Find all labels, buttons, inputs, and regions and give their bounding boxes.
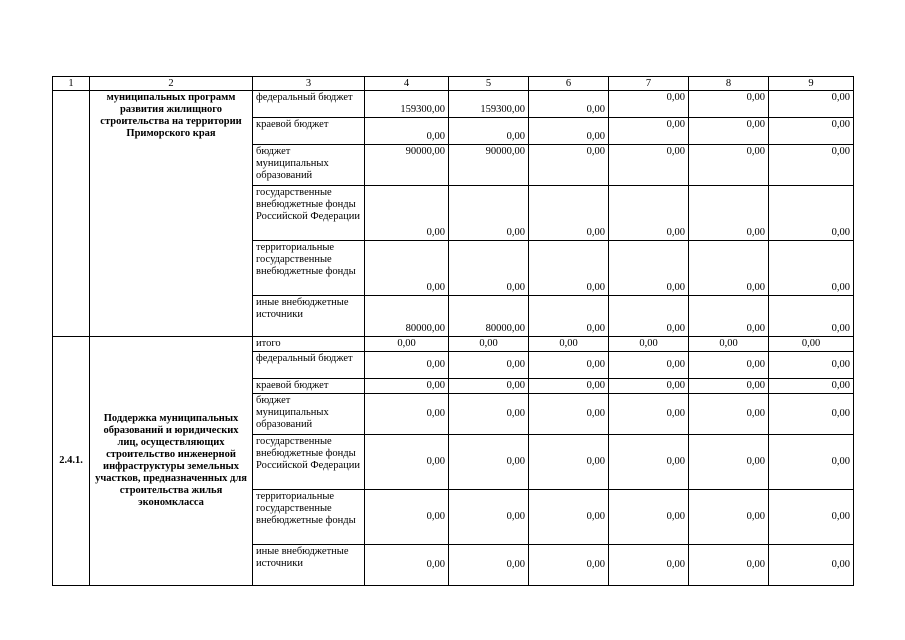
header-row bbox=[53, 77, 854, 91]
value-cell: 0,00 bbox=[365, 394, 449, 435]
header-cell: 6 bbox=[529, 77, 609, 91]
program-name: Поддержка муниципальных образований и юридических лиц, осуществляющих строительство инженерной инфраструктуры земельных участков, предназначенных для строительства жилья экономкласса bbox=[90, 337, 253, 586]
value-cell: 0,00 bbox=[529, 379, 609, 394]
value-cell: 80000,00 bbox=[365, 296, 449, 337]
value-cell: 0,00 bbox=[449, 490, 529, 545]
value-cell: 0,00 bbox=[609, 435, 689, 490]
value-cell: 0,00 bbox=[769, 118, 854, 145]
value-cell: 0,00 bbox=[769, 545, 854, 586]
item-code: 2.4.1. bbox=[53, 337, 90, 586]
value-cell: 0,00 bbox=[365, 118, 449, 145]
table-row bbox=[53, 91, 854, 118]
value-cell: 0,00 bbox=[769, 435, 854, 490]
value-cell: 0,00 bbox=[365, 379, 449, 394]
value-cell: 0,00 bbox=[689, 145, 769, 186]
value-cell: 0,00 bbox=[529, 435, 609, 490]
value-cell: 0,00 bbox=[529, 337, 609, 352]
value-cell: 0,00 bbox=[609, 241, 689, 296]
value-cell: 0,00 bbox=[769, 186, 854, 241]
value-cell: 0,00 bbox=[365, 186, 449, 241]
value-cell: 0,00 bbox=[365, 545, 449, 586]
value-cell: 0,00 bbox=[609, 490, 689, 545]
value-cell: 0,00 bbox=[529, 490, 609, 545]
source-cell: государственные внебюджетные фонды Российской Федерации bbox=[253, 435, 365, 490]
value-cell: 0,00 bbox=[529, 296, 609, 337]
value-cell: 159300,00 bbox=[449, 91, 529, 118]
value-cell: 0,00 bbox=[769, 394, 854, 435]
value-cell: 80000,00 bbox=[449, 296, 529, 337]
code-cell bbox=[53, 91, 90, 337]
value-cell: 0,00 bbox=[529, 118, 609, 145]
value-cell: 0,00 bbox=[689, 241, 769, 296]
value-cell: 0,00 bbox=[449, 379, 529, 394]
value-cell: 0,00 bbox=[529, 241, 609, 296]
table-row bbox=[53, 337, 854, 352]
header-cell: 9 bbox=[769, 77, 854, 91]
value-cell: 0,00 bbox=[769, 490, 854, 545]
header-cell: 8 bbox=[689, 77, 769, 91]
value-cell: 0,00 bbox=[529, 145, 609, 186]
value-cell: 0,00 bbox=[769, 379, 854, 394]
value-cell: 0,00 bbox=[449, 435, 529, 490]
value-cell: 0,00 bbox=[609, 545, 689, 586]
value-cell: 0,00 bbox=[689, 435, 769, 490]
value-cell: 0,00 bbox=[365, 352, 449, 379]
value-cell: 0,00 bbox=[609, 337, 689, 352]
source-cell: государственные внебюджетные фонды Российской Федерации bbox=[253, 186, 365, 241]
source-cell: краевой бюджет bbox=[253, 379, 365, 394]
source-cell: бюджет муниципальных образований bbox=[253, 145, 365, 186]
value-cell: 0,00 bbox=[449, 352, 529, 379]
value-cell: 0,00 bbox=[609, 352, 689, 379]
value-cell: 0,00 bbox=[529, 186, 609, 241]
value-cell: 0,00 bbox=[609, 296, 689, 337]
value-cell: 0,00 bbox=[365, 435, 449, 490]
value-cell: 0,00 bbox=[449, 394, 529, 435]
source-cell: итого bbox=[253, 337, 365, 352]
value-cell: 0,00 bbox=[769, 241, 854, 296]
header-cell: 2 bbox=[90, 77, 253, 91]
value-cell: 0,00 bbox=[689, 352, 769, 379]
source-cell: иные внебюджетные источники bbox=[253, 545, 365, 586]
value-cell: 90000,00 bbox=[449, 145, 529, 186]
header-cell: 3 bbox=[253, 77, 365, 91]
source-cell: краевой бюджет bbox=[253, 118, 365, 145]
value-cell: 0,00 bbox=[769, 352, 854, 379]
header-cell: 5 bbox=[449, 77, 529, 91]
value-cell: 0,00 bbox=[689, 379, 769, 394]
value-cell: 0,00 bbox=[689, 490, 769, 545]
value-cell: 0,00 bbox=[689, 296, 769, 337]
value-cell: 0,00 bbox=[529, 91, 609, 118]
source-cell: федеральный бюджет bbox=[253, 352, 365, 379]
header-cell: 7 bbox=[609, 77, 689, 91]
value-cell: 0,00 bbox=[609, 394, 689, 435]
value-cell: 0,00 bbox=[689, 91, 769, 118]
value-cell: 159300,00 bbox=[365, 91, 449, 118]
value-cell: 0,00 bbox=[449, 337, 529, 352]
value-cell: 0,00 bbox=[609, 186, 689, 241]
value-cell: 0,00 bbox=[609, 379, 689, 394]
value-cell: 0,00 bbox=[769, 91, 854, 118]
source-cell: иные внебюджетные источники bbox=[253, 296, 365, 337]
program-name: муниципальных программ развития жилищного строительства на территории Приморского края bbox=[90, 91, 253, 337]
value-cell: 0,00 bbox=[689, 545, 769, 586]
header-cell: 1 bbox=[53, 77, 90, 91]
source-cell: территориальные государственные внебюджетные фонды bbox=[253, 241, 365, 296]
value-cell: 0,00 bbox=[689, 186, 769, 241]
value-cell: 0,00 bbox=[689, 394, 769, 435]
value-cell: 0,00 bbox=[365, 337, 449, 352]
value-cell: 0,00 bbox=[365, 490, 449, 545]
value-cell: 0,00 bbox=[449, 241, 529, 296]
value-cell: 0,00 bbox=[449, 545, 529, 586]
value-cell: 0,00 bbox=[529, 352, 609, 379]
value-cell: 0,00 bbox=[449, 118, 529, 145]
value-cell: 0,00 bbox=[609, 145, 689, 186]
value-cell: 0,00 bbox=[769, 337, 854, 352]
value-cell: 90000,00 bbox=[365, 145, 449, 186]
value-cell: 0,00 bbox=[529, 545, 609, 586]
value-cell: 0,00 bbox=[769, 296, 854, 337]
value-cell: 0,00 bbox=[609, 118, 689, 145]
source-cell: бюджет муниципальных образований bbox=[253, 394, 365, 435]
value-cell: 0,00 bbox=[689, 118, 769, 145]
value-cell: 0,00 bbox=[609, 91, 689, 118]
budget-table bbox=[52, 76, 854, 586]
source-cell: федеральный бюджет bbox=[253, 91, 365, 118]
value-cell: 0,00 bbox=[689, 337, 769, 352]
value-cell: 0,00 bbox=[769, 145, 854, 186]
value-cell: 0,00 bbox=[529, 394, 609, 435]
header-cell: 4 bbox=[365, 77, 449, 91]
source-cell: территориальные государственные внебюджетные фонды bbox=[253, 490, 365, 545]
value-cell: 0,00 bbox=[449, 186, 529, 241]
value-cell: 0,00 bbox=[365, 241, 449, 296]
